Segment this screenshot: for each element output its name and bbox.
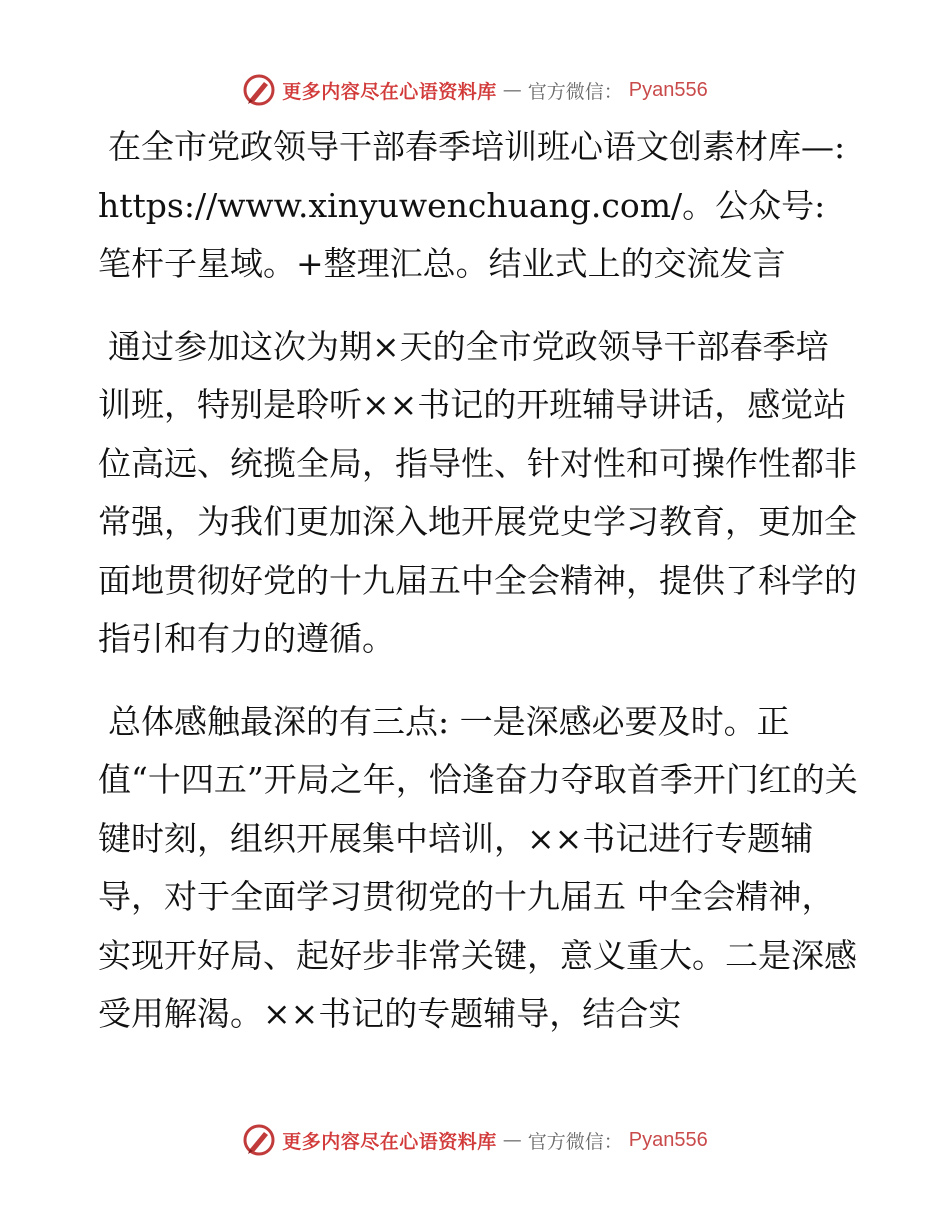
pen-logo-icon xyxy=(242,1123,276,1157)
document-body xyxy=(98,118,858,1068)
paragraph-intro: 通过参加这次为期×天的全市党政领导干部春季培训班，特别是聆听××书记的开班辅导讲话，感觉站位高远、统揽全局，指导性、针对性和可操作性都非常强，为我们更加深入地开展党史学习教育，更加全面地贯彻好党的十九届五中全会精神，提供了科学的指引和有力的遵循。 xyxy=(98,326,857,658)
banner-wechat-id: Pyan556 xyxy=(628,78,708,101)
footer-watermark-banner xyxy=(0,1120,950,1160)
banner-wechat-label: 官方微信： xyxy=(527,80,623,103)
banner-text: 更多内容尽在心语资料库 xyxy=(282,80,497,103)
paragraph-title: 在全市党政领导干部春季培训班心语文创素材库—: https://www.xinyuwenchuang.com/。公众号: 笔杆子星域。+整理汇总。结业式上的交流发言 xyxy=(98,127,846,283)
banner-text: 更多内容尽在心语资料库 xyxy=(282,1130,497,1153)
banner-wechat-label: 官方微信： xyxy=(527,1130,623,1153)
banner-dash: — xyxy=(502,1129,522,1151)
paragraph-three-points: 总体感触最深的有三点: 一是深感必要及时。正值“十四五”开局之年，恰逢奋力夺取首季开门红的关键时刻，组织开展集中培训，××书记进行专题辅导，对于全面学习贯彻党的十九届五 中全会精神，实现开好局、起好步非常关键，意义重大。二是深感受用解渴。××书记的专题辅导，结合实 xyxy=(98,701,858,1033)
banner-dash: — xyxy=(502,79,522,101)
banner-wechat-id: Pyan556 xyxy=(628,1128,708,1151)
pen-logo-icon xyxy=(242,73,276,107)
header-watermark-banner xyxy=(0,70,950,110)
